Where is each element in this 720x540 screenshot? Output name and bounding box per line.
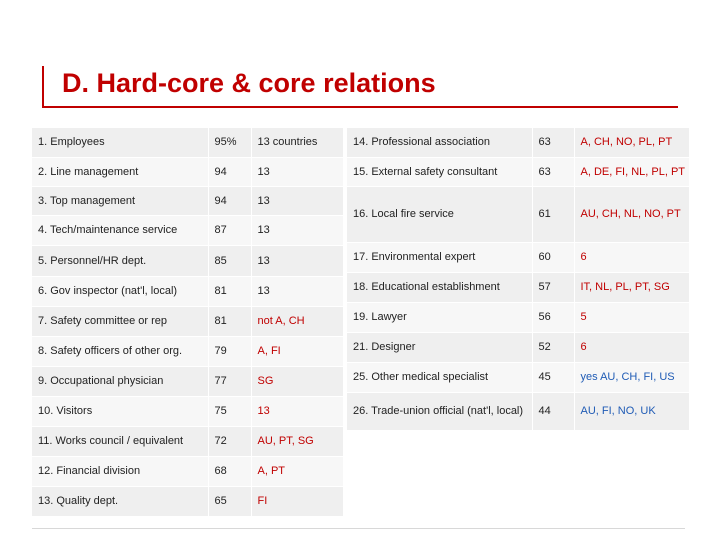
table-row: [347, 158, 689, 187]
table-row: [32, 337, 343, 367]
table-row: [32, 277, 343, 307]
cell-note: 13: [251, 187, 343, 216]
cell-value: 77: [208, 367, 251, 397]
table-row: [32, 216, 343, 246]
cell-note: 5: [574, 303, 689, 333]
cell-value: 68: [208, 457, 251, 487]
cell-note: A, DE, FI, NL, PL, PT: [574, 158, 689, 187]
cell-label: 26. Trade-union official (nat'l, local): [347, 393, 532, 431]
page-title: D. Hard-core & core relations: [62, 68, 436, 98]
cell-label: 17. Environmental expert: [347, 243, 532, 273]
cell-label: 15. External safety consultant: [347, 158, 532, 187]
cell-value: 63: [532, 128, 574, 158]
cell-note: 13: [251, 397, 343, 427]
cell-value: 60: [532, 243, 574, 273]
bottom-rule: [32, 528, 685, 529]
table-row: [32, 307, 343, 337]
table-row: [32, 487, 343, 517]
cell-label: 9. Occupational physician: [32, 367, 208, 397]
cell-note: AU, PT, SG: [251, 427, 343, 457]
table-row: [347, 393, 689, 431]
table-row: [32, 367, 343, 397]
cell-value: 72: [208, 427, 251, 457]
table-row: [347, 363, 689, 393]
table-row: [347, 273, 689, 303]
table-row: [32, 457, 343, 487]
table-row: [32, 246, 343, 277]
cell-note: A, PT: [251, 457, 343, 487]
table-row: [347, 303, 689, 333]
cell-note: yes AU, CH, FI, US: [574, 363, 689, 393]
cell-note: SG: [251, 367, 343, 397]
cell-note: 13: [251, 216, 343, 246]
cell-value: 56: [532, 303, 574, 333]
cell-value: 61: [532, 187, 574, 243]
left-table: [32, 127, 343, 517]
cell-label: 7. Safety committee or rep: [32, 307, 208, 337]
cell-note: 6: [574, 333, 689, 363]
cell-label: 2. Line management: [32, 158, 208, 187]
cell-label: 16. Local fire service: [347, 187, 532, 243]
cell-value: 81: [208, 307, 251, 337]
cell-note: A, CH, NO, PL, PT: [574, 128, 689, 158]
cell-label: 1. Employees: [32, 128, 208, 158]
cell-value: 95%: [208, 128, 251, 158]
cell-note: 13: [251, 277, 343, 307]
cell-label: 6. Gov inspector (nat'l, local): [32, 277, 208, 307]
cell-note: 6: [574, 243, 689, 273]
cell-value: 75: [208, 397, 251, 427]
cell-note: AU, FI, NO, UK: [574, 393, 689, 431]
cell-value: 94: [208, 187, 251, 216]
cell-note: AU, CH, NL, NO, PT: [574, 187, 689, 243]
cell-note: 13: [251, 246, 343, 277]
cell-note: 13 countries: [251, 128, 343, 158]
cell-label: 3. Top management: [32, 187, 208, 216]
table-row: [347, 187, 689, 243]
cell-note: A, FI: [251, 337, 343, 367]
table-row: [32, 158, 343, 187]
cell-value: 87: [208, 216, 251, 246]
table-row: [347, 333, 689, 363]
cell-value: 81: [208, 277, 251, 307]
cell-value: 85: [208, 246, 251, 277]
cell-label: 21. Designer: [347, 333, 532, 363]
cell-value: 57: [532, 273, 574, 303]
right-table: [347, 127, 689, 431]
cell-value: 79: [208, 337, 251, 367]
table-row: [347, 243, 689, 273]
cell-note: FI: [251, 487, 343, 517]
cell-value: 44: [532, 393, 574, 431]
cell-value: 45: [532, 363, 574, 393]
cell-value: 63: [532, 158, 574, 187]
cell-label: 10. Visitors: [32, 397, 208, 427]
cell-label: 18. Educational establishment: [347, 273, 532, 303]
table-row: [32, 128, 343, 158]
cell-label: 25. Other medical specialist: [347, 363, 532, 393]
table-row: [32, 397, 343, 427]
cell-label: 14. Professional association: [347, 128, 532, 158]
cell-label: 19. Lawyer: [347, 303, 532, 333]
cell-value: 52: [532, 333, 574, 363]
cell-label: 12. Financial division: [32, 457, 208, 487]
cell-note: 13: [251, 158, 343, 187]
cell-label: 13. Quality dept.: [32, 487, 208, 517]
table-row: [32, 427, 343, 457]
table-row: [32, 187, 343, 216]
cell-label: 5. Personnel/HR dept.: [32, 246, 208, 277]
cell-label: 11. Works council / equivalent: [32, 427, 208, 457]
cell-note: IT, NL, PL, PT, SG: [574, 273, 689, 303]
cell-value: 94: [208, 158, 251, 187]
cell-label: 4. Tech/maintenance service: [32, 216, 208, 246]
table-row: [347, 128, 689, 158]
cell-label: 8. Safety officers of other org.: [32, 337, 208, 367]
cell-value: 65: [208, 487, 251, 517]
cell-note: not A, CH: [251, 307, 343, 337]
